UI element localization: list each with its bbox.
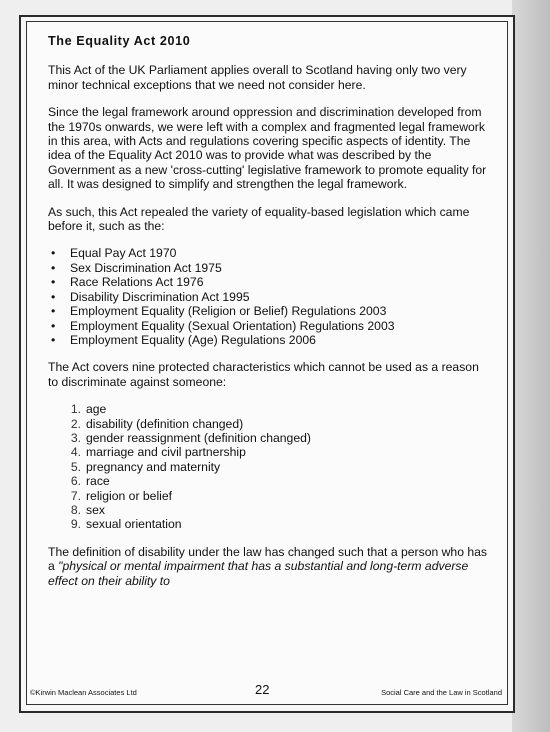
bullet-icon: • — [51, 289, 56, 304]
list-item-number: 7. — [70, 488, 81, 503]
list-item-text: religion or belief — [86, 488, 173, 503]
disability-definition-quote: "physical or mental impairment that has a substantial and long-term adverse effect on their ability to — [48, 559, 469, 588]
list-item-text: race — [86, 474, 110, 489]
bullet-icon: • — [51, 332, 56, 347]
list-item-number: 4. — [70, 445, 81, 460]
page-number: 22 — [255, 682, 270, 697]
content-area — [48, 34, 488, 601]
list-item-number: 6. — [70, 474, 81, 489]
list-item-number: 1. — [70, 402, 81, 417]
list-item-text: Sex Discrimination Act 1975 — [70, 260, 222, 275]
list-item-text: Race Relations Act 1976 — [70, 275, 204, 290]
list-item-text: Employment Equality (Religion or Belief) Regulations 2003 — [70, 304, 387, 319]
list-item-text: Employment Equality (Sexual Orientation) Regulations 2003 — [70, 318, 395, 333]
list-item-number: 8. — [70, 502, 81, 517]
list-item-text: gender reassignment (definition changed) — [86, 430, 311, 445]
framework-paragraph: Since the legal framework around oppression and discrimination developed from the 1970s onwards, we were left with a complex and fragmented legal framework in this area, with Acts and regulations covering specific aspects of identity. The idea of the Equality Act 2010 was to provide what was described by the Government as a new 'cross-cutting' legislative framework to promote equality for all. It was designed to simplify and strengthen the legal framework. — [48, 105, 487, 192]
bullet-icon: • — [51, 246, 56, 261]
list-item-text: pregnancy and maternity — [86, 459, 221, 474]
list-item — [48, 319, 488, 333]
list-item-text: sex — [86, 502, 105, 517]
bullet-icon: • — [51, 260, 56, 275]
list-item-text: Employment Equality (Age) Regulations 2006 — [70, 332, 316, 347]
list-item — [67, 517, 488, 531]
protected-characteristics-list — [48, 402, 488, 532]
list-item — [67, 402, 488, 416]
list-item-number: 2. — [70, 416, 81, 431]
footer-book-title: Social Care and the Law in Scotland — [381, 688, 502, 697]
list-item-text: age — [86, 402, 107, 417]
list-item-text: Disability Discrimination Act 1995 — [70, 289, 250, 304]
list-item-number: 3. — [70, 430, 81, 445]
list-item — [67, 489, 488, 503]
list-item-text: Equal Pay Act 1970 — [70, 246, 177, 261]
list-item-number: 9. — [70, 517, 81, 532]
list-item-text: disability (definition changed) — [86, 416, 244, 431]
footer-copyright: ©Kirwin Maclean Associates Ltd — [30, 688, 137, 697]
list-item — [67, 474, 488, 488]
intro-paragraph: This Act of the UK Parliament applies overall to Scotland having only two very minor technical exceptions that we need not consider here. — [48, 63, 467, 92]
list-item — [67, 445, 488, 459]
list-item — [67, 460, 488, 474]
disability-definition-text: The definition of disability under the law has changed such that a person who has a — [48, 544, 488, 574]
bullet-icon: • — [51, 275, 56, 290]
list-item-text: sexual orientation — [86, 517, 182, 532]
list-item — [48, 290, 488, 304]
page-footer — [30, 682, 504, 702]
repealed-intro-paragraph: As such, this Act repealed the variety of equality-based legislation which came before it, such as the: — [48, 204, 470, 234]
list-item — [67, 431, 488, 445]
disability-definition-paragraph — [48, 545, 488, 588]
list-item-number: 5. — [70, 459, 81, 474]
bullet-icon: • — [51, 304, 56, 319]
list-item — [48, 333, 488, 347]
list-item — [48, 246, 488, 260]
list-item — [48, 261, 488, 275]
page-edge-shadow — [512, 0, 550, 732]
list-item — [67, 417, 488, 431]
bullet-icon: • — [51, 318, 56, 333]
list-item — [48, 304, 488, 318]
repealed-acts-list — [48, 246, 488, 347]
characteristics-intro-paragraph: The Act covers nine protected characteristics which cannot be used as a reason to discriminate against someone: — [48, 360, 479, 389]
section-title: The Equality Act 2010 — [48, 34, 191, 48]
list-item — [67, 503, 488, 517]
list-item-text: marriage and civil partnership — [86, 445, 246, 460]
list-item — [48, 275, 488, 289]
